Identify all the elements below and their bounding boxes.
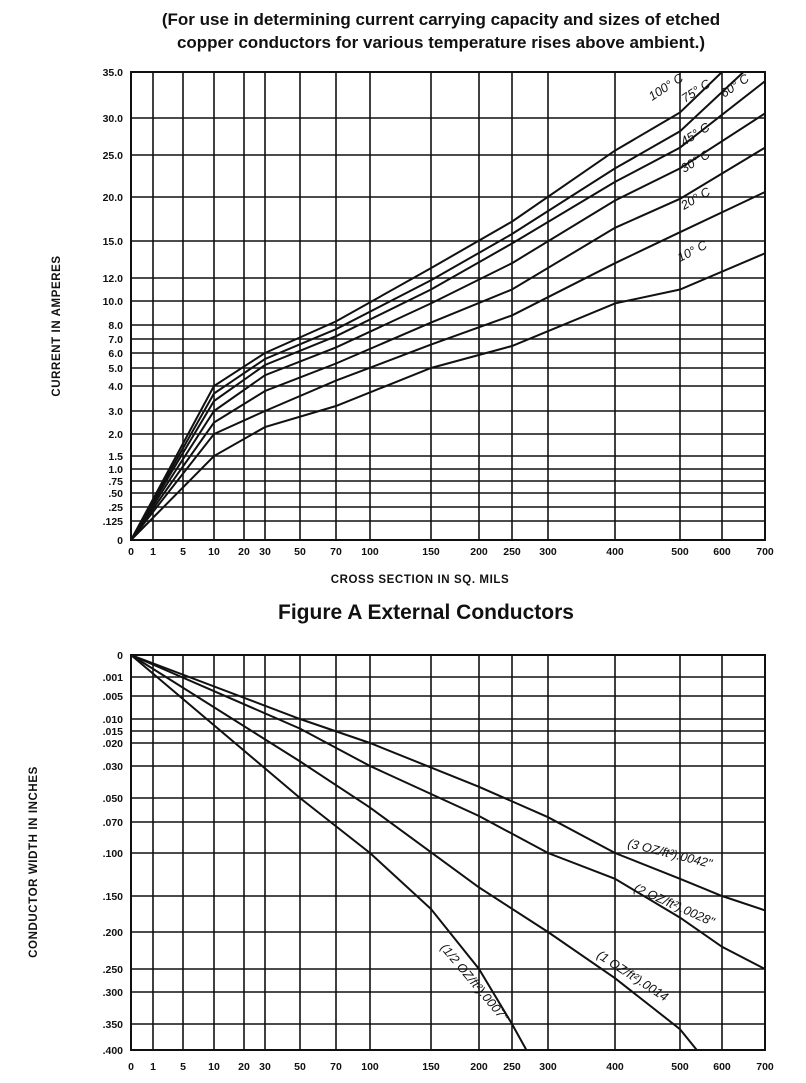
- chart-1-x-tick-label: 100: [361, 546, 379, 558]
- chart-2-x-tick-label: 250: [503, 1061, 521, 1073]
- chart-2-x-tick-label: 500: [671, 1061, 689, 1073]
- chart-1-y-tick-label: 20.0: [102, 192, 123, 204]
- figure-title: Figure A External Conductors: [278, 601, 574, 624]
- chart-2-x-tick-label: 200: [470, 1061, 488, 1073]
- chart-2-x-tick-label: 150: [422, 1061, 440, 1073]
- chart-2-x-tick-label: 70: [330, 1061, 342, 1073]
- chart-1-y-tick-label: 6.0: [108, 348, 123, 360]
- chart-1-y-tick-label: 1.5: [108, 451, 123, 463]
- header-line-2: copper conductors for various temperature rises above ambient.): [176, 33, 706, 52]
- chart-2-x-tick-label: 0: [128, 1061, 134, 1073]
- chart-1-y-tick-label: .125: [102, 516, 123, 528]
- chart-1-series-label: 60° C: [717, 71, 752, 101]
- chart-2-y-tick-label: .400: [102, 1045, 123, 1057]
- chart-1-x-tick-label: 10: [208, 546, 220, 558]
- chart-1-series-label: 100° C: [646, 70, 686, 104]
- chart-2-x-tick-label: 700: [756, 1061, 774, 1073]
- chart-1-series-label: 20° C: [678, 184, 713, 213]
- chart-1-x-tick-label: 0: [128, 546, 134, 558]
- chart-2-x-tick-label: 5: [180, 1061, 186, 1073]
- chart-2-y-axis-label: CONDUCTOR WIDTH IN INCHES: [28, 766, 40, 958]
- chart-1-series-line: [131, 81, 765, 540]
- chart-2-series-line: [131, 655, 765, 969]
- chart-2-y-tick-label: .050: [102, 793, 123, 805]
- chart-1-y-tick-label: 7.0: [108, 334, 123, 346]
- chart-1-x-tick-label: 150: [422, 546, 440, 558]
- chart-2-series-label: (2 OZ/ft²).0028": [631, 880, 717, 929]
- chart-2-y-tick-label: .020: [102, 738, 123, 750]
- chart-2-series-label: (1 OZ/ft²).0014: [594, 947, 671, 1005]
- chart-2-y-tick-label: .100: [102, 848, 123, 860]
- chart-1-y-tick-label: 0: [117, 535, 123, 547]
- chart-2-x-tick-label: 100: [361, 1061, 379, 1073]
- chart-2-series-label: (3 OZ/ft²).0042": [626, 836, 714, 871]
- chart-2-y-tick-label: 0: [117, 650, 123, 662]
- chart-2-y-tick-label: .350: [102, 1019, 123, 1031]
- chart-1-y-tick-label: 12.0: [102, 273, 123, 285]
- chart-1-x-tick-label: 200: [470, 546, 488, 558]
- chart-1-y-tick-label: .25: [108, 502, 123, 514]
- chart-1-y-tick-label: 30.0: [102, 113, 123, 125]
- chart-2-y-tick-label: .030: [102, 761, 123, 773]
- chart-1-y-tick-label: 25.0: [102, 150, 123, 162]
- chart-2-x-tick-label: 10: [208, 1061, 220, 1073]
- chart-2-y-tick-label: .001: [102, 672, 123, 684]
- chart-2-y-tick-label: .250: [102, 964, 123, 976]
- chart-2-series-label: (1/2 OZ/ft²).0007": [437, 940, 511, 1025]
- chart-1-series-line: [131, 192, 765, 540]
- chart-2-y-tick-label: .005: [102, 691, 123, 703]
- chart-2-y-tick-label: .150: [102, 891, 123, 903]
- chart-1-y-tick-label: 3.0: [108, 406, 123, 418]
- chart-1-y-tick-label: .50: [108, 488, 123, 500]
- chart-2-series-line: [131, 655, 765, 910]
- chart-1-y-tick-label: 15.0: [102, 236, 123, 248]
- chart-1-x-tick-label: 400: [606, 546, 624, 558]
- chart-1-x-tick-label: 500: [671, 546, 689, 558]
- chart-1-x-tick-label: 5: [180, 546, 186, 558]
- chart-1-y-tick-label: 5.0: [108, 363, 123, 375]
- chart-2-y-tick-label: .300: [102, 987, 123, 999]
- header-line-1: (For use in determining current carrying capacity and sizes of etched: [161, 10, 721, 29]
- chart-1-y-axis-label: CURRENT IN AMPERES: [51, 255, 63, 397]
- chart-1-series-label: 45° C: [678, 120, 713, 149]
- chart-1-x-tick-label: 50: [294, 546, 306, 558]
- chart-1-x-tick-label: 70: [330, 546, 342, 558]
- chart-1-y-tick-label: 1.0: [108, 464, 123, 476]
- chart-1-y-tick-label: 8.0: [108, 320, 123, 332]
- chart-1-y-tick-label: .75: [108, 476, 123, 488]
- chart-1-x-tick-label: 300: [539, 546, 557, 558]
- chart-2-x-tick-label: 300: [539, 1061, 557, 1073]
- chart-1-x-tick-label: 20: [238, 546, 250, 558]
- chart-2-x-tick-label: 30: [259, 1061, 271, 1073]
- chart-1-x-tick-label: 600: [713, 546, 731, 558]
- chart-1-x-tick-label: 1: [150, 546, 156, 558]
- chart-2-y-tick-label: .070: [102, 817, 123, 829]
- chart-2-x-tick-label: 50: [294, 1061, 306, 1073]
- chart-1-x-tick-label: 700: [756, 546, 774, 558]
- chart-2-y-tick-label: .015: [102, 726, 123, 738]
- chart-2-y-tick-label: .200: [102, 927, 123, 939]
- chart-1-x-tick-label: 250: [503, 546, 521, 558]
- chart-1-y-tick-label: 35.0: [102, 67, 123, 79]
- chart-1-y-tick-label: 2.0: [108, 429, 123, 441]
- chart-1-y-tick-label: 10.0: [102, 296, 123, 308]
- chart-2-x-tick-label: 600: [713, 1061, 731, 1073]
- chart-1-x-axis-label: CROSS SECTION IN SQ. MILS: [330, 574, 510, 586]
- chart-2-x-tick-label: 1: [150, 1061, 156, 1073]
- chart-1-x-tick-label: 30: [259, 546, 271, 558]
- chart-1-series-label: 75° C: [679, 76, 713, 106]
- chart-2-y-tick-label: .010: [102, 714, 123, 726]
- chart-1-series-label: 30° C: [678, 147, 713, 176]
- chart-1-series-line: [131, 113, 765, 540]
- chart-1-series-label: 10° C: [675, 237, 710, 265]
- chart-1-y-tick-label: 4.0: [108, 381, 123, 393]
- chart-2-x-tick-label: 20: [238, 1061, 250, 1073]
- chart-1-series-line: [131, 253, 765, 540]
- chart-2-x-tick-label: 400: [606, 1061, 624, 1073]
